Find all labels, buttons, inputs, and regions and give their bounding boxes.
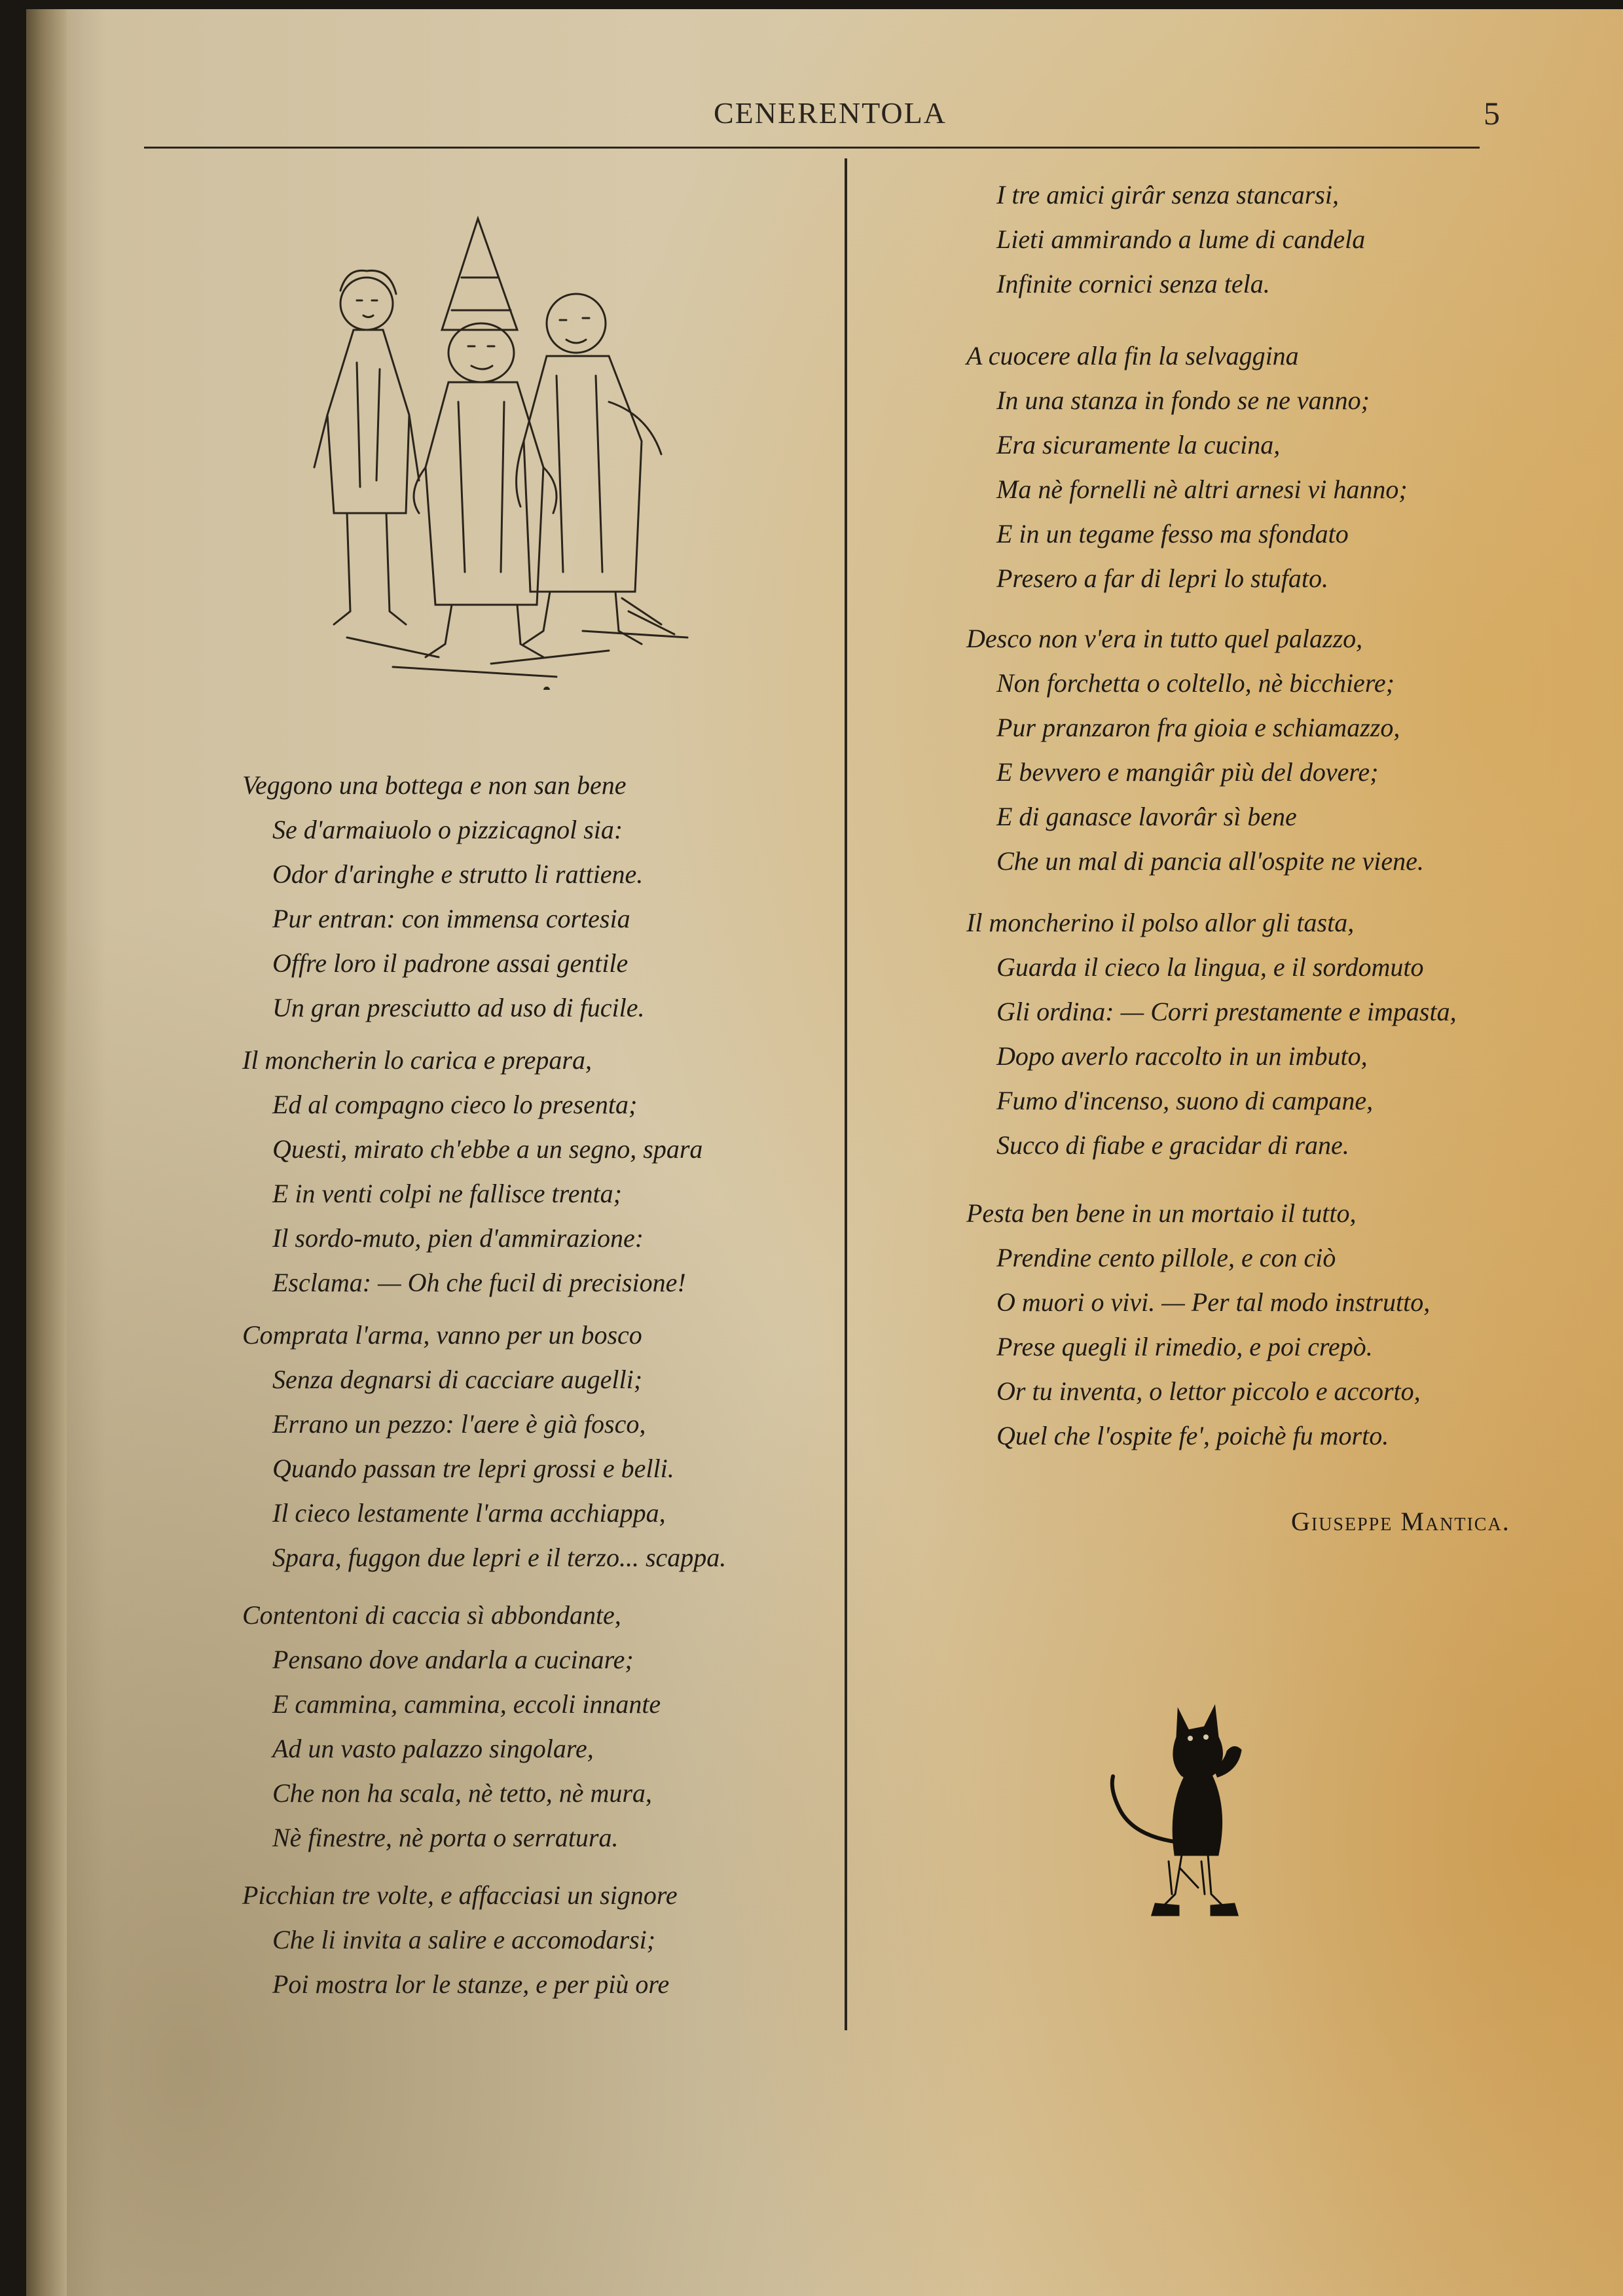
verse-line: Era sicuramente la cucina,: [996, 430, 1281, 459]
verse-line: Ed al compagno cieco lo presenta;: [272, 1090, 638, 1119]
verse-line: A cuocere alla fin la selvaggina: [966, 341, 1299, 370]
left-stanza-1: [242, 763, 644, 1030]
left-stanza-4: [242, 1593, 661, 1860]
verse-line: Odor d'aringhe e strutto li rattiene.: [272, 859, 644, 889]
right-stanza-2: [966, 334, 1408, 601]
verse-line: Pur entran: con immensa cortesia: [272, 904, 630, 933]
verse-line: Senza degnarsi di cacciare augelli;: [272, 1365, 643, 1394]
verse-line: Pur pranzaron fra gioia e schiamazzo,: [996, 713, 1400, 742]
verse-line: E in venti colpi ne fallisce trenta;: [272, 1179, 622, 1208]
header-rule: [144, 147, 1480, 149]
book-spine: [26, 9, 67, 2296]
verse-line: In una stanza in fondo se ne vanno;: [996, 386, 1370, 415]
right-stanza-1: [966, 173, 1365, 306]
left-stanza-2: [242, 1038, 702, 1305]
left-stanza-3: [242, 1313, 726, 1580]
verse-line: Infinite cornici senza tela.: [996, 269, 1270, 298]
verse-line: Prese quegli il rimedio, e poi crepò.: [996, 1332, 1373, 1361]
verse-line: Nè finestre, nè porta o serratura.: [272, 1823, 619, 1852]
verse-line: Poi mostra lor le stanze, e per più ore: [272, 1969, 670, 1999]
column-divider: [845, 158, 847, 2030]
right-stanza-3: [966, 617, 1424, 884]
verse-line: O muori o vivi. — Per tal modo instrutto,: [996, 1287, 1431, 1317]
verse-line: Errano un pezzo: l'aere è già fosco,: [272, 1409, 646, 1439]
verse-line: Se d'armaiuolo o pizzicagnol sia:: [272, 815, 623, 844]
verse-line: Prendine cento pillole, e con ciò: [996, 1243, 1336, 1272]
verse-line: Questi, mirato ch'ebbe a un segno, spara: [272, 1134, 703, 1164]
book-page: [26, 9, 1623, 2296]
verse-line: Quando passan tre lepri grossi e belli.: [272, 1454, 674, 1483]
verse-line: Ad un vasto palazzo singolare,: [272, 1734, 594, 1763]
verse-line: Presero a far di lepri lo stufato.: [996, 564, 1329, 593]
verse-line: Pensano dove andarla a cucinare;: [272, 1645, 634, 1674]
page-number: 5: [1484, 95, 1500, 132]
verse-line: Guarda il cieco la lingua, e il sordomuto: [996, 952, 1424, 982]
left-stanza-5: [242, 1873, 678, 2007]
verse-line: Comprata l'arma, vanno per un bosco: [242, 1320, 642, 1350]
running-head-title: CENERENTOLA: [714, 96, 947, 130]
verse-line: Gli ordina: — Corri prestamente e impasta,: [996, 997, 1457, 1026]
verse-line: Che un mal di pancia all'ospite ne viene.: [996, 846, 1424, 876]
verse-line: Contentoni di caccia sì abbondante,: [242, 1600, 621, 1630]
verse-line: Ma nè fornelli nè altri arnesi vi hanno;: [996, 475, 1408, 504]
verse-line: Lieti ammirando a lume di candela: [996, 224, 1366, 254]
verse-line: Spara, fuggon due lepri e il terzo... scappa.: [272, 1543, 727, 1572]
verse-line: Che li invita a salire e accomodarsi;: [272, 1925, 656, 1954]
verse-line: Che non ha scala, nè tetto, nè mura,: [272, 1778, 652, 1808]
three-figures-illustration: [295, 206, 740, 690]
verse-line: Picchian tre volte, e affacciasi un signore: [242, 1880, 678, 1910]
verse-line: Offre loro il padrone assai gentile: [272, 948, 629, 978]
verse-line: Or tu inventa, o lettor piccolo e accorto,: [996, 1376, 1421, 1406]
verse-line: Fumo d'incenso, suono di campane,: [996, 1086, 1374, 1115]
verse-line: Desco non v'era in tutto quel palazzo,: [966, 624, 1363, 653]
author-signature: Giuseppe Mantica.: [1291, 1507, 1510, 1536]
verse-line: Il moncherin lo carica e prepara,: [242, 1045, 592, 1075]
verse-line: Succo di fiabe e gracidar di rane.: [996, 1130, 1349, 1160]
verse-line: Esclama: — Oh che fucil di precisione!: [272, 1268, 686, 1297]
verse-line: E cammina, cammina, eccoli innante: [272, 1689, 661, 1719]
right-stanza-5: [966, 1191, 1430, 1458]
verse-line: I tre amici girâr senza stancarsi,: [996, 180, 1339, 209]
verse-line: Il sordo-muto, pien d'ammirazione:: [272, 1223, 644, 1253]
verse-line: Un gran presciutto ad uso di fucile.: [272, 993, 645, 1022]
verse-line: E di ganasce lavorâr sì bene: [996, 802, 1297, 831]
verse-line: Il cieco lestamente l'arma acchiappa,: [272, 1498, 666, 1528]
verse-line: E bevvero e mangiâr più del dovere;: [996, 757, 1379, 787]
verse-line: Veggono una bottega e non san bene: [242, 770, 627, 800]
verse-line: Quel che l'ospite fe', poichè fu morto.: [996, 1421, 1389, 1450]
verse-line: Il moncherino il polso allor gli tasta,: [966, 908, 1355, 937]
verse-line: Non forchetta o coltello, nè bicchiere;: [996, 668, 1395, 698]
right-stanza-4: [966, 901, 1457, 1168]
verse-line: E in un tegame fesso ma sfondato: [996, 519, 1349, 548]
verse-line: Dopo averlo raccolto in un imbuto,: [996, 1041, 1368, 1071]
cat-illustration: [1106, 1698, 1277, 1973]
verse-line: Pesta ben bene in un mortaio il tutto,: [966, 1198, 1357, 1228]
